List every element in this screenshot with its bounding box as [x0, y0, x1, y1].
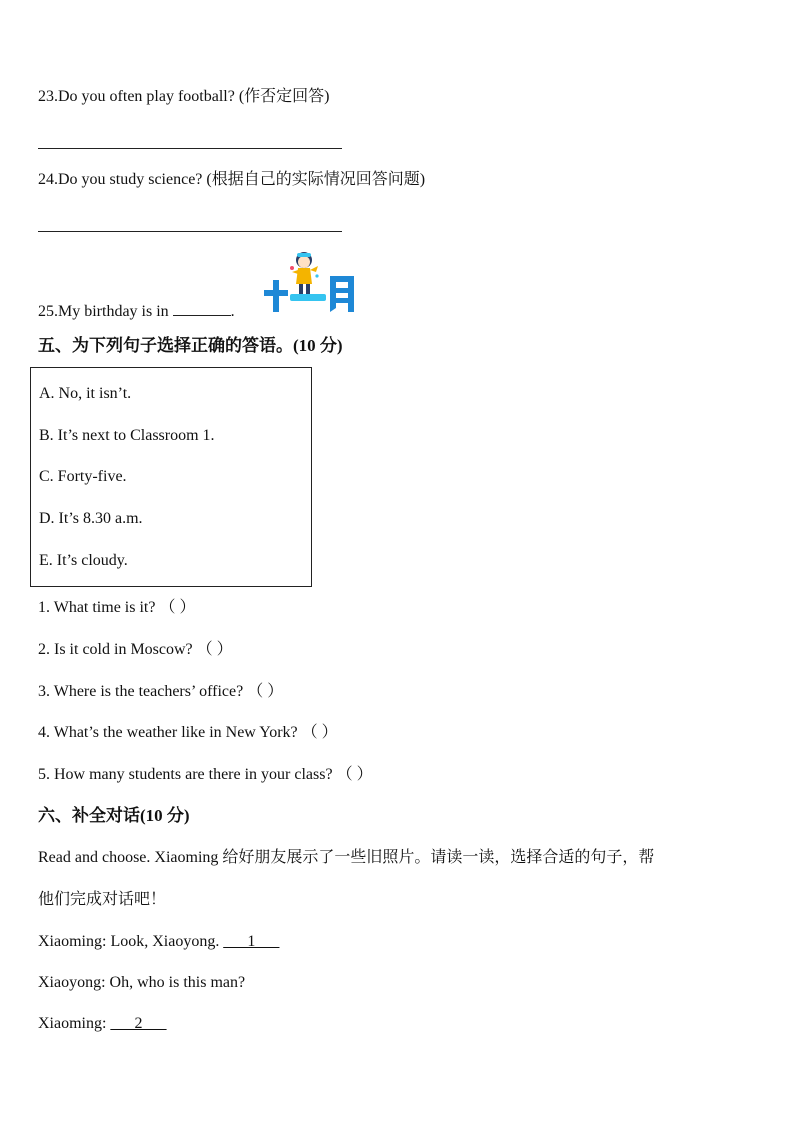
- answer-paren-4[interactable]: （ ）: [301, 724, 338, 741]
- section-5-heading: 五、为下列句子选择正确的答语。(10 分): [38, 336, 343, 355]
- option-d: D. It’s 8.30 a.m.: [39, 510, 143, 527]
- dialog-speaker: Xiaoming:: [38, 933, 107, 950]
- option-e: E. It’s cloudy.: [39, 552, 128, 569]
- answer-blank-25[interactable]: [173, 301, 231, 316]
- child-figure-icon: [290, 252, 319, 294]
- dialog-line-3: [38, 1014, 166, 1034]
- section-6-instruction-line-2: 他们完成对话吧！: [38, 891, 167, 908]
- dialog-speaker: Xiaoming:: [38, 1015, 107, 1032]
- answer-paren-3[interactable]: （ ）: [247, 683, 284, 700]
- option-c: C. Forty-five.: [39, 468, 127, 485]
- dialog-speaker: Xiaoyong:: [38, 974, 106, 991]
- dialog-text: Oh, who is this man?: [109, 974, 246, 991]
- question-25-text: 25.My birthday is in: [38, 303, 173, 320]
- option-a: A. No, it isn’t.: [39, 385, 132, 402]
- answer-paren-5[interactable]: （ ）: [336, 766, 373, 783]
- matching-question-1-text: 1. What time is it?: [38, 599, 156, 616]
- answer-options-box: [30, 367, 312, 587]
- matching-question-2-text: 2. Is it cold in Moscow?: [38, 641, 193, 658]
- matching-question-4: [38, 723, 338, 743]
- dialog-text: Look, Xiaoyong.: [110, 933, 220, 950]
- dialog-line-1: [38, 932, 279, 952]
- dialog-blank-2[interactable]: ___2___: [110, 1015, 167, 1032]
- question-23: 23.Do you often play football? (作否定回答): [38, 88, 330, 105]
- matching-question-5: [38, 765, 373, 785]
- answer-paren-2[interactable]: （ ）: [196, 641, 233, 658]
- matching-question-3-text: 3. Where is the teachers’ office?: [38, 683, 244, 700]
- matching-question-1: [38, 598, 195, 618]
- november-month-picture: [262, 246, 358, 316]
- matching-question-3: [38, 682, 283, 702]
- option-b: B. It’s next to Classroom 1.: [39, 427, 215, 444]
- matching-question-4-text: 4. What’s the weather like in New York?: [38, 724, 298, 741]
- question-24: 24.Do you study science? (根据自己的实际情况回答问题): [38, 171, 426, 188]
- answer-paren-1[interactable]: （ ）: [159, 599, 196, 616]
- question-25: [38, 301, 235, 322]
- section-6-instruction-line-1: Read and choose. Xiaoming 给好朋友展示了一些旧照片。请读一读，选择合适的句子，帮: [38, 849, 655, 866]
- dialog-line-2: [38, 973, 245, 993]
- matching-question-2: [38, 640, 233, 660]
- answer-line-23[interactable]: [38, 148, 342, 149]
- section-6-heading: 六、补全对话(10 分): [38, 806, 190, 825]
- question-25-period: .: [230, 303, 235, 320]
- dialog-blank-1[interactable]: ___1___: [223, 933, 280, 950]
- matching-question-5-text: 5. How many students are there in your class?: [38, 766, 333, 783]
- answer-line-24[interactable]: [38, 231, 342, 232]
